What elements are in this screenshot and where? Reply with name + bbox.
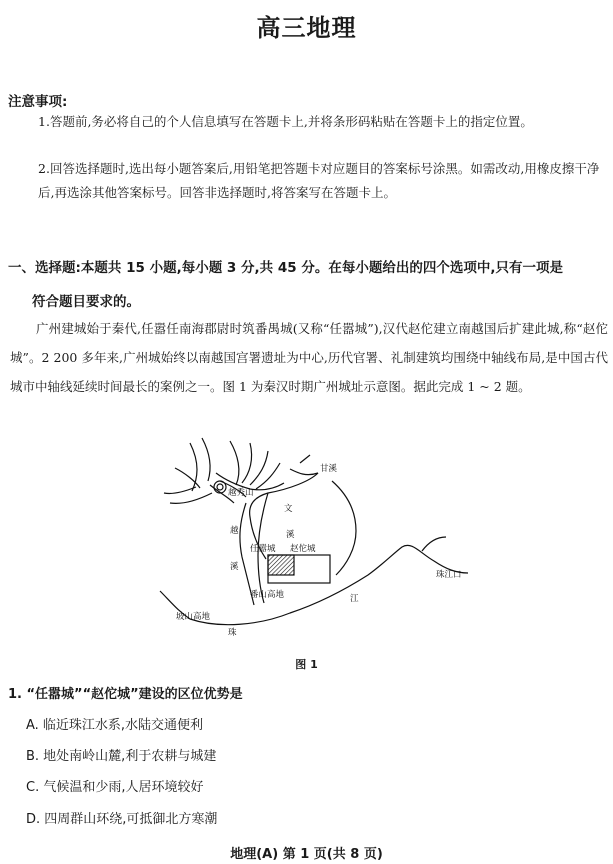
notice-item-number: 1.	[38, 114, 50, 129]
map-label-ganxi: 甘溪	[320, 464, 338, 474]
map-label-xi2: 溪	[230, 562, 239, 572]
page-title: 高三地理	[256, 14, 357, 42]
notice-item-number: 2.	[38, 161, 50, 176]
option-a: A. 临近珠江水系,水陆交通便利	[26, 718, 204, 733]
map-label-zhaotuo: 赵佗城	[290, 544, 316, 554]
notice-item-text: 回答选择题时,选出每小题答案后,用铅笔把答题卡对应题目的答案标号涂黑。如需改动,用橡皮擦干净后,再选涂其他答案标号。回答非选择题时,将答案写在答题卡上。	[38, 161, 600, 200]
notice-heading: 注意事项:	[8, 94, 68, 110]
renxiao-city-block	[268, 555, 294, 575]
notice-item-2	[38, 157, 608, 205]
option-b: B. 地处南岭山麓,利于农耕与城建	[26, 749, 217, 764]
city-site-map	[150, 433, 480, 648]
figure-caption: 图 1	[295, 658, 318, 671]
section-heading	[8, 251, 608, 319]
page-footer: 地理(A) 第 1 页(共 8 页)	[230, 847, 383, 862]
map-label-panshan: 番山高地	[250, 590, 285, 600]
notice-item-1	[38, 110, 608, 134]
map-label-zhu: 珠	[228, 628, 237, 638]
option-d: D. 四周群山环绕,可抵御北方寒潮	[26, 812, 218, 827]
map-label-wen: 文	[284, 504, 293, 514]
map-label-zhujiangkou: 珠江口	[436, 570, 462, 580]
section-heading-line-1: 一、选择题:本题共 15 小题,每小题 3 分,共 45 分。在每小题给出的四个选项中,只有一项是	[8, 260, 563, 276]
map-label-renxiao: 任嚣城	[250, 544, 276, 554]
map-label-xi: 溪	[286, 530, 295, 540]
map-terrain	[160, 438, 468, 625]
reading-material: 广州建城始于秦代,任嚣任南海郡尉时筑番禺城(又称“任嚣城”),汉代赵佗建立南越国后扩建此城,称“赵佗城”。2 200 多年来,广州城始终以南越国宫署遗址为中心,历代官署、礼制建筑均围绕中轴线布局,是中国古代城市中轴线延续时间最长的案例之一。图 1 为秦汉时期广州城址示意图。据此完成 1 ~ 2 题。	[10, 321, 608, 394]
map-label-yue: 越	[230, 526, 239, 536]
section-heading-line-2: 符合题目要求的。	[32, 294, 140, 310]
option-c: C. 气候温和少雨,人居环境较好	[26, 780, 204, 795]
map-label-yuexiu: 越秀山	[228, 488, 254, 498]
map-label-poshan: 坡山高地	[176, 612, 211, 622]
notice-item-text: 答题前,务必将自己的个人信息填写在答题卡上,并将条形码粘贴在答题卡上的指定位置。	[49, 114, 533, 129]
question-stem: 1. “任嚣城”“赵佗城”建设的区位优势是	[8, 687, 243, 702]
map-label-jiang: 江	[350, 594, 359, 604]
